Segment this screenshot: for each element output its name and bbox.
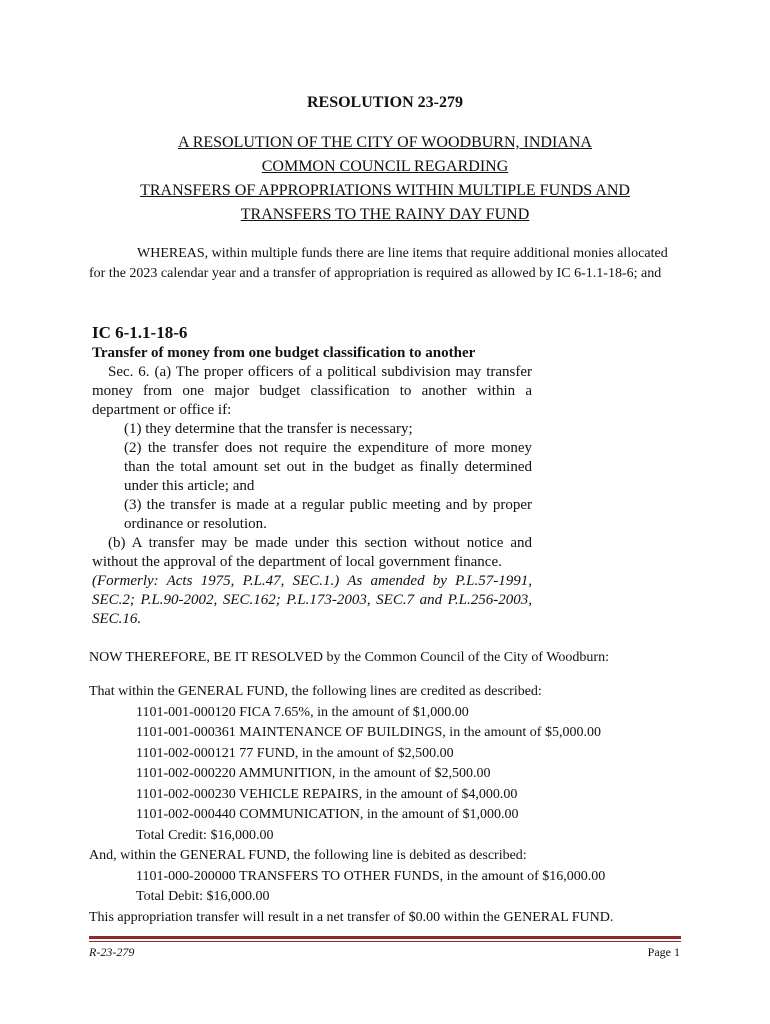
- credit-intro: That within the GENERAL FUND, the following lines are credited as described:: [89, 684, 542, 699]
- resolved-clause: NOW THEREFORE, BE IT RESOLVED by the Common Council of the City of Woodburn:: [89, 650, 609, 665]
- whereas-text: WHEREAS, within multiple funds there are line items that require additional monies allocated for the 2023 calendar year and a transfer of appropriation is required as allowed by IC 6-1.1-18-6; and: [89, 246, 668, 281]
- credit-line-item: 1101-002-000440 COMMUNICATION, in the amount of $1,000.00: [136, 807, 519, 822]
- statute-item: (1) they determine that the transfer is necessary;: [124, 421, 413, 437]
- credit-line-item: 1101-001-000361 MAINTENANCE OF BUILDINGS, in the amount of $5,000.00: [136, 725, 601, 740]
- whereas-paragraph: [89, 244, 669, 284]
- footer-page-number: Page 1: [647, 945, 680, 959]
- total-debit: Total Debit: $16,000.00: [136, 889, 270, 904]
- credit-line-item: 1101-002-000230 VEHICLE REPAIRS, in the amount of $4,000.00: [136, 786, 518, 802]
- footer-doc-id: R-23-279: [89, 945, 135, 959]
- statute-section-b: (b) A transfer may be made under this section without notice and without the approval of the department of local government finance.: [92, 535, 532, 570]
- footer-rule: [89, 936, 681, 939]
- transfer-details: [89, 682, 709, 928]
- statute-heading: Transfer of money from one budget classification to another: [92, 345, 476, 361]
- net-transfer-statement: This appropriation transfer will result in a net transfer of $0.00 within the GENERAL FUND.: [89, 909, 614, 925]
- credit-line-item: 1101-001-000120 FICA 7.65%, in the amount of $1,000.00: [136, 704, 469, 720]
- statute-section-a: Sec. 6. (a) The proper officers of a political subdivision may transfer money from one major budget classification to another within a department or office if:: [92, 364, 532, 418]
- statute-item: (3) the transfer is made at a regular public meeting and by proper ordinance or resolution.: [124, 497, 532, 532]
- debit-line-item: 1101-000-200000 TRANSFERS TO OTHER FUNDS, in the amount of $16,000.00: [136, 868, 606, 884]
- statute-item: (2) the transfer does not require the expenditure of more money than the total amount set out in the budget as finally determined under this article; and: [124, 440, 532, 494]
- subtitle-line: COMMON COUNCIL REGARDING: [261, 158, 509, 175]
- statute-excerpt: [92, 322, 532, 629]
- credit-line-item: 1101-002-000220 AMMUNITION, in the amount of $2,500.00: [136, 766, 491, 781]
- statute-code: IC 6-1.1-18-6: [92, 323, 188, 342]
- subtitle-line: TRANSFERS OF APPROPRIATIONS WITHIN MULTIPLE FUNDS AND: [140, 182, 630, 199]
- debit-intro: And, within the GENERAL FUND, the following line is debited as described:: [89, 848, 527, 863]
- subtitle-line: TRANSFERS TO THE RAINY DAY FUND: [240, 206, 530, 223]
- resolution-subtitle: [60, 131, 710, 227]
- statute-history: (Formerly: Acts 1975, P.L.47, SEC.1.) As amended by P.L.57-1991, SEC.2; P.L.90-2002, SEC.162; P.L.173-2003, SEC.7 and P.L.256-2003, SEC.16.: [92, 573, 532, 627]
- footer-rule-thin: [89, 941, 681, 942]
- credit-line-item: 1101-002-000121 77 FUND, in the amount of $2,500.00: [136, 745, 454, 761]
- subtitle-line: A RESOLUTION OF THE CITY OF WOODBURN, INDIANA: [178, 134, 592, 151]
- document-title: RESOLUTION 23-279: [306, 94, 464, 111]
- total-credit: Total Credit: $16,000.00: [136, 827, 274, 843]
